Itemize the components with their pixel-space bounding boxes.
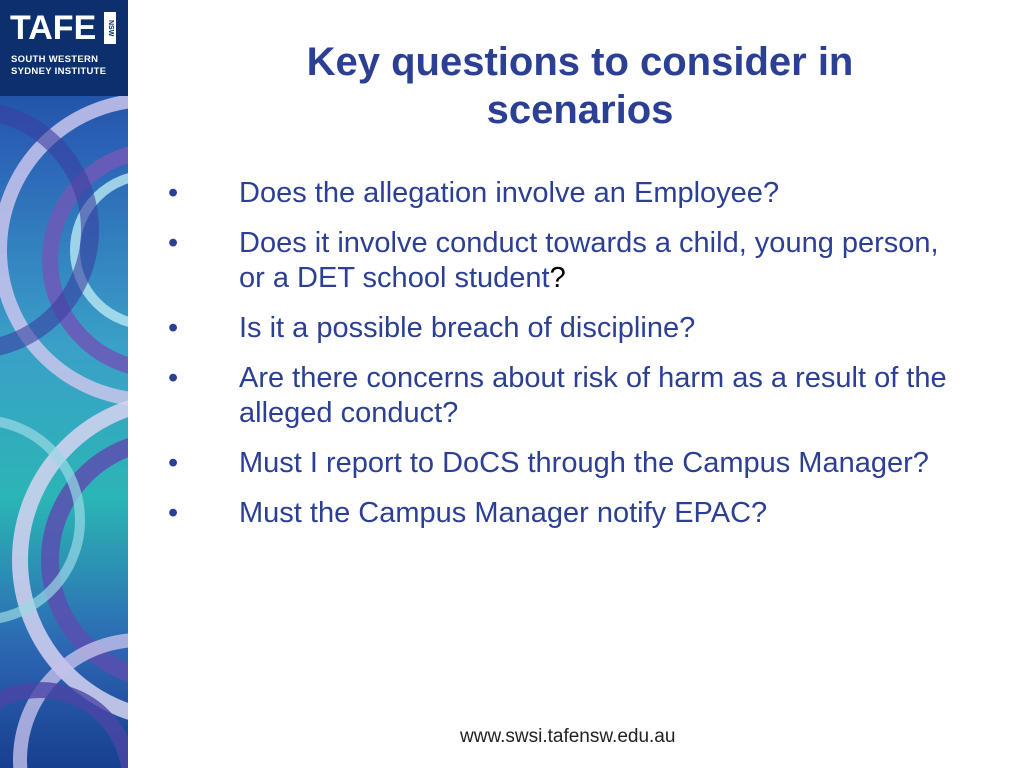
- list-item: [168, 496, 968, 531]
- list-item: [168, 176, 968, 211]
- bullet-marker: •: [168, 312, 179, 344]
- list-item: [168, 226, 968, 296]
- bullet-marker: •: [168, 227, 179, 259]
- slide-title: [180, 38, 980, 134]
- bullet-text: Does the allegation involve an Employee?: [239, 177, 780, 209]
- bullet-suffix: ?: [549, 262, 566, 294]
- list-item: [168, 446, 968, 481]
- slide-title-line1: Key questions to consider in: [306, 40, 854, 84]
- list-item: [168, 311, 968, 346]
- list-item: [168, 361, 968, 431]
- bullet-text: Does it involve conduct towards a child, young person, or a DET school student: [239, 227, 939, 294]
- question-list: [168, 176, 968, 546]
- institute-name: [11, 54, 126, 78]
- tafe-logo: [0, 0, 128, 96]
- bullet-marker: •: [168, 177, 179, 209]
- logo-wordmark: TAFE: [10, 9, 97, 47]
- bullet-text: Must the Campus Manager notify EPAC?: [239, 497, 768, 529]
- institute-line2: SYDNEY INSTITUTE: [11, 66, 107, 77]
- bullet-marker: •: [168, 362, 179, 394]
- bullet-text: Is it a possible breach of discipline?: [239, 312, 696, 344]
- bullet-marker: •: [168, 497, 179, 529]
- bullet-marker: •: [168, 447, 179, 479]
- institute-line1: SOUTH WESTERN: [11, 54, 99, 65]
- sidebar-arcs-graphic: [0, 0, 128, 768]
- logo-nsw-tag: NSW: [104, 12, 116, 44]
- decorative-sidebar: [0, 0, 128, 768]
- bullet-text: Are there concerns about risk of harm as a result of the alleged conduct?: [239, 362, 947, 429]
- bullet-text: Must I report to DoCS through the Campus Manager?: [239, 447, 929, 479]
- slide-title-line2: scenarios: [486, 88, 674, 132]
- footer-website-url: www.swsi.tafensw.edu.au: [460, 726, 676, 747]
